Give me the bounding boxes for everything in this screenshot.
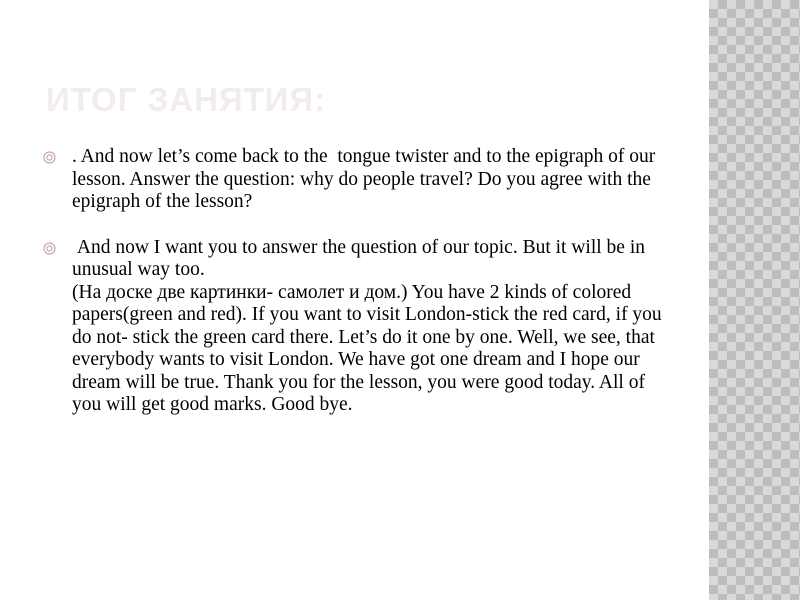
bullet-item [40,237,665,417]
bullet-text: And now I want you to answer the question of our topic. But it will be in unusual way too. (На доске две картинки- самолет и дом.) You have 2 kinds of colored papers(green and red). If you want to visit London-stick the red card, if you do not- stick the green card there. Let’s do it one by one. Well, we see, that everybody wants to visit London. We have got one dream and I hope our dream will be true. Thank you for the lesson, you were good today. All of you will get good marks. Good bye. [72,236,662,415]
slide-title: ИТОГ ЗАНЯТИЯ: [46,81,327,118]
circle-bullet-icon [43,242,56,255]
bullet-text: . And now let’s come back to the tongue twister and to the epigraph of our lesson. Answer the question: why do people travel? Do you agree with the epigraph of the lesson? [72,146,661,212]
bullet-list [40,146,665,440]
bullet-item [40,146,665,214]
decorative-pattern-panel [709,0,800,600]
circle-bullet-icon [43,151,56,164]
